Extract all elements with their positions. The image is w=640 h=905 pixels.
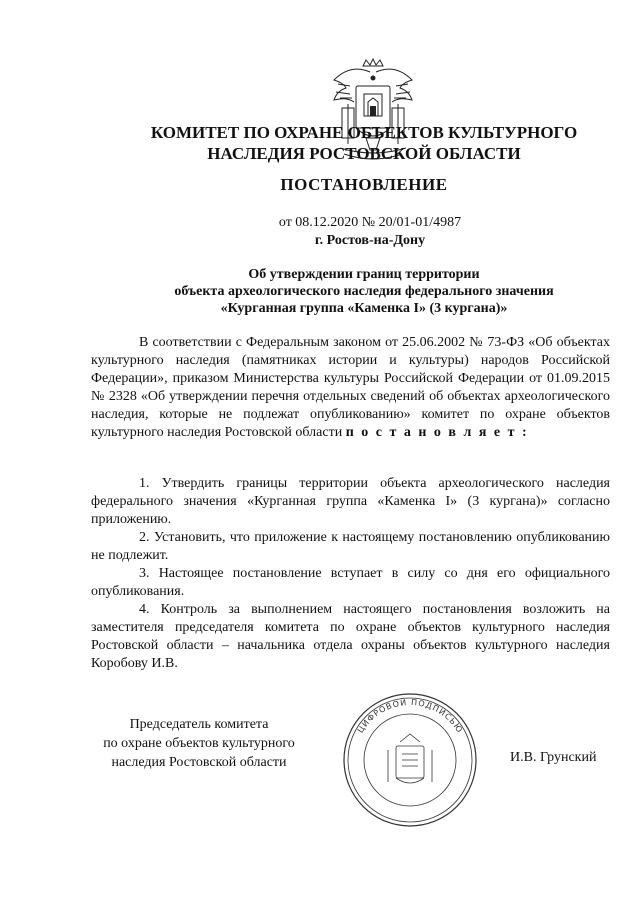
signatory-name: И.В. Грунский <box>510 750 597 765</box>
organization-line-1: КОМИТЕТ ПО ОХРАНЕ ОБЪЕКТОВ КУЛЬТУРНОГО <box>150 123 578 142</box>
document-city: г. Ростов-на-Дону <box>314 233 426 248</box>
organization-name <box>0 122 640 164</box>
organization-line-2: НАСЛЕДИЯ РОСТОВСКОЙ ОБЛАСТИ <box>207 144 521 163</box>
subject-line-2: объекта археологического наследия федерального значения <box>174 284 554 299</box>
signatory-position-line-1: Председатель комитета <box>129 717 269 732</box>
resolution-item-3: 3. Настоящее постановление вступает в силу со дня его официального опубликования. <box>91 566 610 599</box>
resolution-item-4: 4. Контроль за выполнением настоящего постановления возложить на заместителя председателя комитета по охране объектов культурного наследия Ростовской области – начальника отдела охраны объектов культурного наследия Коробову И.В. <box>91 602 610 671</box>
signatory-position-line-3: наследия Ростовской области <box>111 755 287 770</box>
document-subject <box>0 266 640 317</box>
preamble <box>91 334 610 442</box>
resolution-items <box>91 475 610 673</box>
document-type: ПОСТАНОВЛЕНИЕ <box>280 175 448 194</box>
document-date-number: от 08.12.2020 № 20/01-01/4987 <box>278 215 462 230</box>
resolves-word: п о с т а н о в л я е т : <box>345 425 529 440</box>
preamble-text: В соответствии с Федеральным законом от 25.06.2002 № 73-ФЗ «Об объектах культурного наследия (памятниках истории и культуры) народов Российской Федерации», приказом Министерства культуры Российской Федерации от 01.09.2015 № 2328 «Об утверждении перечня отдельных сведений об объектах археологического наследия, которые не подлежат опубликованию» комитет по охране объектов культурного наследия Ростовской области <box>91 335 610 440</box>
svg-text:ЦИФРОВОЙ ПОДПИСЬЮ <box>356 696 465 735</box>
digital-seal-icon <box>340 690 480 830</box>
signatory-position <box>98 715 300 772</box>
subject-line-3: «Курганная группа «Каменка I» (3 кургана)» <box>220 301 508 316</box>
signatory-position-line-2: по охране объектов культурного <box>103 736 295 751</box>
seal-outer-text: ЦИФРОВОЙ ПОДПИСЬЮ <box>355 697 465 735</box>
resolution-item-2: 2. Установить, что приложение к настоящему постановлению опубликованию не подлежит. <box>91 530 610 563</box>
subject-line-1: Об утверждении границ территории <box>248 267 480 282</box>
resolution-item-1: 1. Утвердить границы территории объекта археологического наследия федерального значения «Курганная группа «Каменка I» (3 кургана)» согласно приложению. <box>91 476 610 527</box>
